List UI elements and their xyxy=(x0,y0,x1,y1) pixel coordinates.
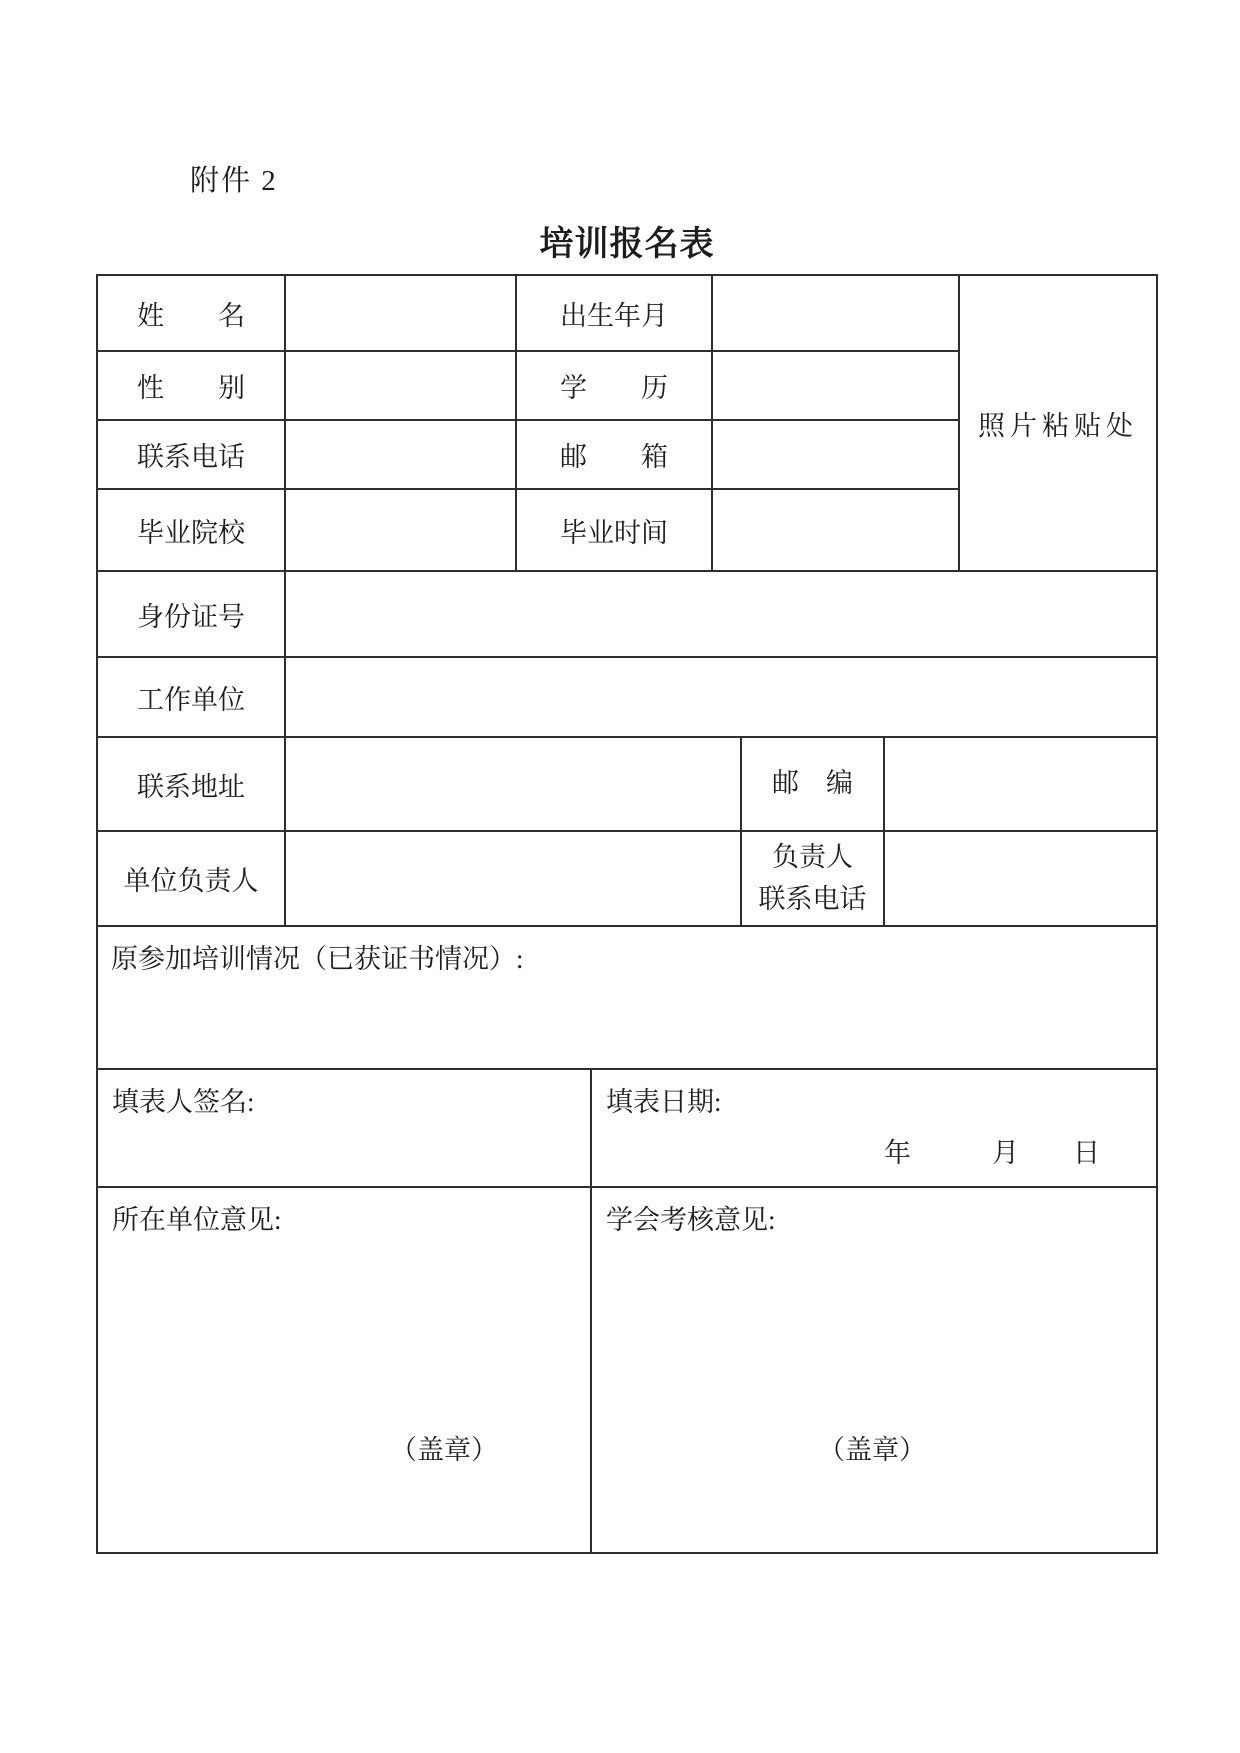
table-row xyxy=(98,1070,1156,1188)
registration-form-table xyxy=(96,274,1158,1554)
personal-info-grid xyxy=(98,276,960,570)
employer-label: 工作单位 xyxy=(98,658,286,736)
society-opinion-label: 学会考核意见: xyxy=(606,1205,776,1235)
training-history-cell[interactable] xyxy=(98,927,1156,1068)
head-phone-label-line1: 负责人 xyxy=(772,841,853,872)
id-number-value-cell[interactable] xyxy=(286,572,1156,656)
grad-time-value-cell[interactable] xyxy=(713,490,958,570)
gender-label: 性 别 xyxy=(98,352,286,419)
table-row xyxy=(98,658,1156,738)
training-history-label: 原参加培训情况（已获证书情况）: xyxy=(111,944,524,974)
employer-value-cell[interactable] xyxy=(286,658,1156,736)
birth-date-value-cell[interactable] xyxy=(713,276,958,350)
gender-value-cell[interactable] xyxy=(286,352,517,419)
school-value-cell[interactable] xyxy=(286,490,517,570)
postcode-value-cell[interactable] xyxy=(885,738,1156,830)
head-phone-label xyxy=(742,832,885,925)
education-value-cell[interactable] xyxy=(713,352,958,419)
table-row xyxy=(98,572,1156,658)
signature-label: 填表人签名: xyxy=(112,1087,255,1117)
society-opinion-cell[interactable] xyxy=(592,1188,1156,1552)
name-value-cell[interactable] xyxy=(286,276,517,350)
page-title: 培训报名表 xyxy=(539,226,715,263)
unit-head-value-cell[interactable] xyxy=(286,832,742,925)
email-label: 邮 箱 xyxy=(517,421,713,488)
address-label: 联系地址 xyxy=(98,738,286,830)
photo-paste-area: 照片粘贴处 xyxy=(978,410,1138,441)
table-row xyxy=(98,927,1156,1070)
unit-head-label: 单位负责人 xyxy=(98,832,286,925)
education-label: 学 历 xyxy=(517,352,713,419)
birth-date-label: 出生年月 xyxy=(517,276,713,350)
table-row xyxy=(98,276,958,352)
society-seal-label: （盖章） xyxy=(818,1435,926,1465)
attachment-label: 附件 2 xyxy=(190,165,278,197)
unit-seal-label: （盖章） xyxy=(390,1435,498,1465)
fill-date-label: 填表日期: xyxy=(606,1087,722,1117)
table-row xyxy=(98,352,958,421)
name-label: 姓 名 xyxy=(98,276,286,350)
table-row xyxy=(98,832,1156,927)
phone-label: 联系电话 xyxy=(98,421,286,488)
email-value-cell[interactable] xyxy=(713,421,958,488)
head-phone-label-line2: 联系电话 xyxy=(758,883,867,914)
school-label: 毕业院校 xyxy=(98,490,286,570)
table-row xyxy=(98,421,958,490)
signature-cell[interactable] xyxy=(98,1070,592,1186)
table-row xyxy=(98,1188,1156,1552)
fill-date-cell[interactable] xyxy=(592,1070,1156,1186)
table-row xyxy=(98,738,1156,832)
table-row xyxy=(98,490,958,570)
postcode-label: 邮 编 xyxy=(742,738,885,830)
grad-time-label: 毕业时间 xyxy=(517,490,713,570)
address-value-cell[interactable] xyxy=(286,738,742,830)
personal-info-section xyxy=(98,276,1156,572)
date-blanks: 年 月 日 xyxy=(884,1138,1100,1168)
head-phone-value-cell[interactable] xyxy=(885,832,1156,925)
unit-opinion-cell[interactable] xyxy=(98,1188,592,1552)
phone-value-cell[interactable] xyxy=(286,421,517,488)
id-number-label: 身份证号 xyxy=(98,572,286,656)
unit-opinion-label: 所在单位意见: xyxy=(112,1205,282,1235)
